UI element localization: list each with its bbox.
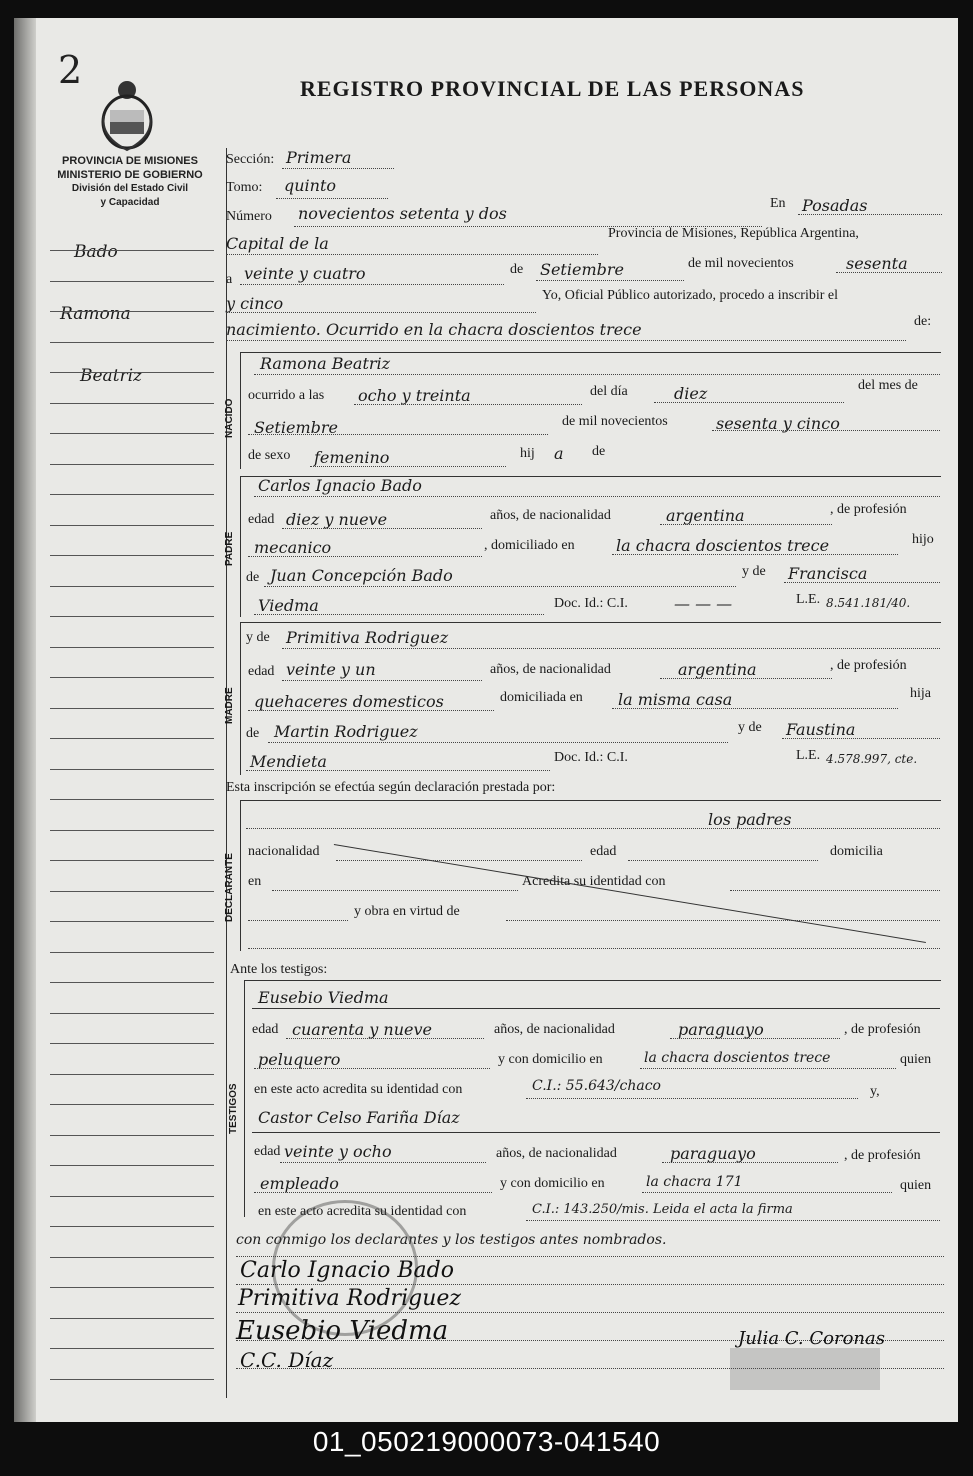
division-line: División del Estado Civil <box>71 183 189 194</box>
line <box>246 770 550 771</box>
label-de-mil-2: de mil novecientos <box>562 414 668 429</box>
line <box>240 284 504 285</box>
line <box>612 708 898 709</box>
label-tomo: Tomo: <box>226 180 263 195</box>
value-ano: sesenta y cinco <box>716 414 840 433</box>
margin-ruled-line <box>50 921 214 922</box>
value-t1-nombre: Eusebio Viedma <box>258 988 389 1007</box>
margin-surname: Bado <box>74 242 118 262</box>
document-title: REGISTRO PROVINCIAL DE LAS PERSONAS <box>300 76 805 101</box>
label-padre-nac: años, de nacionalidad <box>490 508 611 523</box>
signature-1: Carlo Ignacio Bado <box>240 1258 455 1283</box>
margin-ruled-line <box>50 708 214 709</box>
margin-ruled-line <box>50 372 214 373</box>
label-y-de: y de <box>742 564 766 579</box>
line <box>246 828 940 829</box>
margin-ruled-line <box>50 830 214 831</box>
line <box>248 710 494 711</box>
value-mes-inscripcion: Setiembre <box>540 260 624 279</box>
line <box>226 312 536 313</box>
label-numero: Número <box>226 209 272 224</box>
label-de-colon: de: <box>914 314 932 329</box>
line <box>506 920 940 921</box>
margin-ruled-line <box>50 586 214 587</box>
signature-3: Eusebio Viedma <box>236 1316 449 1346</box>
margin-ruled-line <box>50 769 214 770</box>
value-madre-le: 4.578.997, cte. <box>826 752 918 766</box>
label-yo-oficial: Yo, Oficial Público autorizado, procedo a inscribir el <box>542 288 839 303</box>
label-t2-nac: años, de nacionalidad <box>496 1146 617 1161</box>
line <box>654 402 844 403</box>
tab-testigos: TESTIGOS <box>228 1083 239 1134</box>
margin-ruled-line <box>50 891 214 892</box>
coat-of-arms-icon <box>98 76 156 152</box>
label-le: L.E. <box>796 592 821 607</box>
value-t2-nac: paraguayo <box>670 1144 756 1163</box>
line <box>240 352 940 353</box>
value-closing: con conmigo los declarantes y los testigos antes nombrados. <box>236 1232 667 1248</box>
margin-ruled-line <box>50 647 214 648</box>
label-hij: hij <box>520 446 535 461</box>
value-madre-madre: Faustina <box>786 720 856 739</box>
label-t2-quien: quien <box>900 1178 932 1193</box>
line <box>662 1162 838 1163</box>
margin-ruled-line <box>50 1074 214 1075</box>
value-padre-padre: Juan Concepción Bado <box>270 566 453 585</box>
tab-declarante: DECLARANTE <box>224 853 235 922</box>
value-madre-madre-2: Mendieta <box>250 752 327 771</box>
line <box>336 860 582 861</box>
line <box>798 214 942 215</box>
line <box>254 374 940 375</box>
label-t1-dom: y con domicilio en <box>498 1052 603 1067</box>
label-y-de-madre: y de <box>246 630 270 645</box>
label-edad-decl: edad <box>590 844 617 859</box>
label-hijo: hijo <box>912 532 934 547</box>
margin-ruled-line <box>50 281 214 282</box>
label-y-obra: y obra en virtud de <box>354 904 460 919</box>
signature-4: C.C. Díaz <box>240 1348 334 1372</box>
margin-ruled-line <box>50 555 214 556</box>
line <box>282 528 482 529</box>
margin-ruled-line <box>50 1104 214 1105</box>
tab-madre: MADRE <box>224 687 235 724</box>
line <box>276 198 388 199</box>
line <box>248 948 940 949</box>
label-y-comma: y, <box>870 1084 880 1099</box>
line <box>254 1068 490 1069</box>
margin-given-name-2: Beatriz <box>80 366 143 386</box>
margin-ruled-line <box>50 403 214 404</box>
label-de-madre-padre: de <box>246 726 260 741</box>
official-stamp-2 <box>730 1348 880 1390</box>
province-header <box>40 154 220 210</box>
label-madre-nac: años, de nacionalidad <box>490 662 611 677</box>
label-domicilia: domicilia <box>830 844 883 859</box>
line <box>254 496 940 497</box>
label-seccion: Sección: <box>226 152 275 167</box>
value-padre-ci: — — — <box>674 594 733 613</box>
value-numero: novecientos setenta y dos <box>298 204 507 223</box>
line <box>226 340 906 341</box>
label-le-2: L.E. <box>796 748 821 763</box>
margin-ruled-line <box>50 799 214 800</box>
value-padre-madre: Francisca <box>788 564 868 583</box>
certificate-page <box>14 18 958 1422</box>
label-t1-quien: quien <box>900 1052 932 1067</box>
value-padre-le: 8.541.181/40. <box>826 596 911 610</box>
value-nacido-nombre: Ramona Beatriz <box>260 354 391 373</box>
line <box>282 648 940 649</box>
label-ocurrido: ocurrido a las <box>248 388 325 403</box>
line <box>252 1008 940 1009</box>
value-seccion: Primera <box>286 148 352 167</box>
value-t2-dom: la chacra 171 <box>646 1174 743 1190</box>
margin-ruled-line <box>50 342 214 343</box>
value-madre-padre: Martin Rodriguez <box>274 722 418 741</box>
margin-ruled-line <box>50 860 214 861</box>
margin-ruled-line <box>50 1287 214 1288</box>
line <box>526 1098 858 1099</box>
value-t2-edad: veinte y ocho <box>284 1142 392 1161</box>
margin-ruled-line <box>50 1135 214 1136</box>
margin-ruled-line <box>50 1226 214 1227</box>
label-a: a <box>226 272 233 287</box>
value-madre-nac: argentina <box>678 660 757 679</box>
label-padre-prof: , de profesión <box>830 502 907 517</box>
margin-ruled-line <box>50 1318 214 1319</box>
value-t1-prof: peluquero <box>258 1050 341 1069</box>
label-y-de-2: y de <box>738 720 762 735</box>
line <box>670 1038 840 1039</box>
margin-ruled-line <box>50 1013 214 1014</box>
label-provincia: Provincia de Misiones, República Argentina, <box>608 226 859 241</box>
label-inscripcion: Esta inscripción se efectúa según declaración prestada por: <box>226 780 556 795</box>
value-madre-edad: veinte y un <box>286 660 376 679</box>
label-en: En <box>770 196 786 211</box>
value-padre-nombre: Carlos Ignacio Bado <box>258 476 422 495</box>
line <box>612 554 898 555</box>
label-doc-id: Doc. Id.: C.I. <box>554 596 628 611</box>
margin-ruled-line <box>50 952 214 953</box>
line <box>282 168 394 169</box>
margin-ruled-line <box>50 433 214 434</box>
line <box>248 920 348 921</box>
page-number: 2 <box>58 48 83 92</box>
value-padre-edad: diez y nueve <box>286 510 388 529</box>
label-domiciliado: , domiciliado en <box>484 538 575 553</box>
label-t2-id: en este acto acredita su identidad con <box>258 1204 467 1219</box>
margin-ruled-line <box>50 311 214 312</box>
margin-ruled-line <box>50 1257 214 1258</box>
line <box>248 434 548 435</box>
value-madre-dom: la misma casa <box>618 690 733 709</box>
label-padre-edad: edad <box>248 512 275 527</box>
line <box>784 582 940 583</box>
line <box>536 280 684 281</box>
margin-ruled-line <box>50 616 214 617</box>
line <box>836 272 942 273</box>
label-madre-edad: edad <box>248 664 275 679</box>
label-de-2: de <box>592 444 606 459</box>
label-t2-prof: , de profesión <box>844 1148 921 1163</box>
margin-ruled-line <box>50 738 214 739</box>
margin-ruled-line <box>50 982 214 983</box>
value-hij-suffix: a <box>554 444 564 463</box>
line <box>286 1038 484 1039</box>
value-tomo: quinto <box>284 176 337 195</box>
line <box>526 1220 940 1221</box>
line <box>628 860 818 861</box>
signature-official: Julia C. Coronas <box>738 1328 885 1349</box>
line <box>268 742 728 743</box>
capacity-line: y Capacidad <box>100 197 160 208</box>
line <box>660 524 832 525</box>
line <box>226 254 598 255</box>
value-hora: ocho y treinta <box>358 386 471 405</box>
value-t1-nac: paraguayo <box>678 1020 764 1039</box>
province-line: PROVINCIA DE MISIONES <box>62 155 198 167</box>
value-t1-dom: la chacra doscientos trece <box>644 1050 831 1066</box>
line <box>252 1132 940 1133</box>
line <box>272 890 518 891</box>
margin-ruled-line <box>50 1348 214 1349</box>
line <box>280 1162 486 1163</box>
value-capital: Capital de la <box>226 234 329 253</box>
label-madre-prof: , de profesión <box>830 658 907 673</box>
label-en-decl: en <box>248 874 262 889</box>
line <box>730 890 940 891</box>
label-t2-edad: edad <box>254 1144 281 1159</box>
tab-padre: PADRE <box>224 531 235 566</box>
value-sexo: femenino <box>314 448 390 467</box>
line <box>354 404 582 405</box>
value-dia: diez <box>674 384 708 403</box>
value-acto: nacimiento. Ocurrido en la chacra doscientos trece <box>226 320 642 339</box>
label-del-mes: del mes de <box>858 378 918 393</box>
label-t1-id: en este acto acredita su identidad con <box>254 1082 463 1097</box>
line <box>254 614 544 615</box>
margin-ruled-line <box>50 494 214 495</box>
margin-ruled-line <box>50 464 214 465</box>
value-declarantes: los padres <box>708 810 792 829</box>
value-ano-inscripcion: sesenta <box>846 254 908 273</box>
value-mes: Setiembre <box>254 418 338 437</box>
line <box>282 680 482 681</box>
label-doc-id-2: Doc. Id.: C.I. <box>554 750 628 765</box>
value-t1-edad: cuarenta y nueve <box>292 1020 432 1039</box>
value-padre-madre-2: Viedma <box>258 596 319 615</box>
margin-ruled-line <box>50 1043 214 1044</box>
label-t1-edad: edad <box>252 1022 279 1037</box>
label-t1-prof: , de profesión <box>844 1022 921 1037</box>
label-t2-dom: y con domicilio en <box>500 1176 605 1191</box>
margin-ruled-line <box>50 525 214 526</box>
line <box>642 1192 892 1193</box>
line <box>264 586 736 587</box>
margin-given-name-1: Ramona <box>60 304 131 324</box>
value-t2-id: C.I.: 143.250/mis. Leida el acta la firma <box>532 1202 793 1217</box>
label-domiciliada: domiciliada en <box>500 690 583 705</box>
value-dia-inscripcion: veinte y cuatro <box>244 264 366 283</box>
value-t1-id: C.I.: 55.643/chaco <box>532 1078 661 1094</box>
value-padre-nac: argentina <box>666 506 745 525</box>
label-nacionalidad: nacionalidad <box>248 844 320 859</box>
label-del-dia: del día <box>590 384 628 399</box>
margin-ruled-line <box>50 250 214 251</box>
ministry-line: MINISTERIO DE GOBIERNO <box>57 169 203 181</box>
document-id: 01_050219000073-041540 <box>312 1426 661 1457</box>
value-ciudad: Posadas <box>802 196 868 215</box>
line <box>248 556 482 557</box>
line <box>660 678 832 679</box>
value-t2-prof: empleado <box>260 1174 339 1193</box>
label-t1-nac: años, de nacionalidad <box>494 1022 615 1037</box>
label-de: de <box>510 262 524 277</box>
label-ante-testigos: Ante los testigos: <box>230 962 328 977</box>
value-t2-nombre: Castor Celso Fariña Díaz <box>258 1108 460 1127</box>
value-madre-prof: quehaceres domesticos <box>254 692 444 711</box>
label-de-mil: de mil novecientos <box>688 256 794 271</box>
line <box>782 738 940 739</box>
line <box>254 1192 492 1193</box>
label-hija: hija <box>910 686 931 701</box>
line <box>640 1068 896 1069</box>
page-edge <box>14 18 36 1422</box>
margin-ruled-line <box>50 1196 214 1197</box>
value-ano-inscripcion-2: y cinco <box>226 294 284 313</box>
value-padre-dom: la chacra doscientos trece <box>616 536 830 555</box>
value-madre-nombre: Primitiva Rodriguez <box>286 628 449 647</box>
line <box>712 430 940 431</box>
margin-ruled-line <box>50 1165 214 1166</box>
label-acredita: Acredita su identidad con <box>522 874 666 889</box>
tab-nacido: NACIDO <box>224 398 235 438</box>
label-de-3: de <box>246 570 260 585</box>
value-padre-prof: mecanico <box>254 538 332 557</box>
label-sexo: de sexo <box>248 448 291 463</box>
margin-ruled-line <box>50 1379 214 1380</box>
line <box>310 466 506 467</box>
margin-ruled-line <box>50 677 214 678</box>
signature-2: Primitiva Rodriguez <box>238 1286 461 1311</box>
